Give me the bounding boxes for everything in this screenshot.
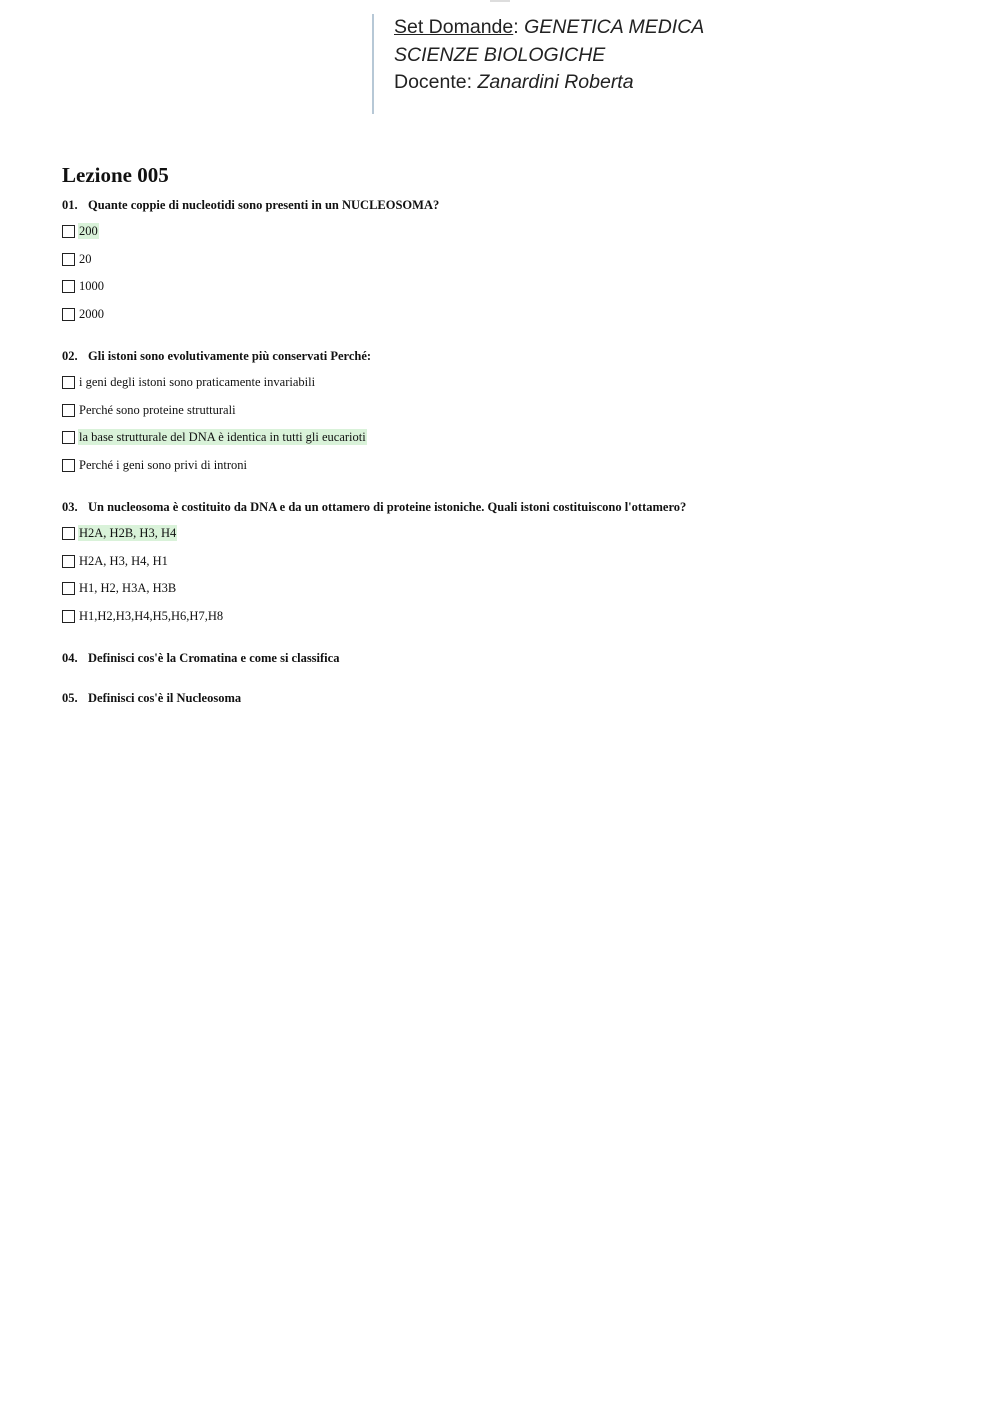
set-label: Set Domande — [394, 16, 514, 38]
checkbox[interactable] — [62, 555, 75, 568]
option-text: H2A, H2B, H3, H4 — [79, 526, 177, 540]
option-text: H1,H2,H3,H4,H5,H6,H7,H8 — [79, 609, 224, 623]
option-text: H1, H2, H3A, H3B — [79, 581, 177, 595]
option-02-a[interactable] — [62, 374, 316, 390]
checkbox[interactable] — [62, 308, 75, 321]
header-teacher-line — [394, 69, 704, 97]
checkbox[interactable] — [62, 431, 75, 444]
checkbox[interactable] — [62, 527, 75, 540]
checkbox[interactable] — [62, 376, 75, 389]
option-01-b[interactable] — [62, 251, 93, 267]
question-number: 01. — [62, 198, 78, 212]
checkbox[interactable] — [62, 610, 75, 623]
question-text: Un nucleosoma è costituito da DNA e da un ottamero di proteine istoniche. Quali istoni costituiscono l'ottamero? — [88, 500, 687, 514]
question-01 — [62, 197, 439, 213]
option-text: la base strutturale del DNA è identica in tutti gli eucarioti — [79, 430, 366, 444]
lesson-title: Lezione 005 — [62, 163, 169, 187]
checkbox[interactable] — [62, 280, 75, 293]
checkbox[interactable] — [62, 459, 75, 472]
question-05 — [62, 690, 241, 706]
question-number: 02. — [62, 349, 78, 363]
question-02 — [62, 348, 371, 364]
course-name: GENETICA MEDICA — [524, 16, 705, 38]
option-01-d[interactable] — [62, 306, 105, 322]
checkbox[interactable] — [62, 225, 75, 238]
option-03-b[interactable] — [62, 553, 169, 569]
option-03-d[interactable] — [62, 608, 224, 624]
question-number: 05. — [62, 691, 78, 705]
option-text: 1000 — [79, 279, 104, 293]
option-02-c[interactable] — [62, 429, 367, 445]
top-page-mark — [490, 0, 510, 2]
faculty-name: SCIENZE BIOLOGICHE — [394, 43, 606, 66]
option-02-d[interactable] — [62, 457, 248, 473]
option-text: H2A, H3, H4, H1 — [79, 554, 168, 568]
question-text: Quante coppie di nucleotidi sono presenti in un NUCLEOSOMA? — [88, 198, 440, 212]
header-set-line — [394, 14, 704, 42]
teacher-label: Docente: — [394, 71, 473, 93]
option-text: 200 — [79, 224, 98, 238]
question-text: Definisci cos'è la Cromatina e come si classifica — [88, 651, 340, 665]
checkbox[interactable] — [62, 582, 75, 595]
option-text: Perché i geni sono privi di introni — [79, 458, 248, 472]
question-04 — [62, 650, 339, 666]
option-01-c[interactable] — [62, 278, 105, 294]
question-number: 03. — [62, 500, 78, 514]
question-text: Gli istoni sono evolutivamente più conservati Perché: — [88, 349, 372, 363]
option-text: 2000 — [79, 307, 104, 321]
option-03-c[interactable] — [62, 580, 177, 596]
question-03 — [62, 499, 686, 515]
document-header — [372, 14, 704, 114]
option-02-b[interactable] — [62, 402, 237, 418]
question-number: 04. — [62, 651, 78, 665]
option-text: i geni degli istoni sono praticamente invariabili — [79, 375, 316, 389]
option-text: Perché sono proteine strutturali — [79, 403, 236, 417]
option-03-a[interactable] — [62, 525, 177, 541]
checkbox[interactable] — [62, 404, 75, 417]
question-text: Definisci cos'è il Nucleosoma — [88, 691, 242, 705]
teacher-name: Zanardini Roberta — [477, 71, 634, 93]
set-separator: : — [513, 16, 519, 38]
checkbox[interactable] — [62, 253, 75, 266]
option-01-a[interactable] — [62, 223, 99, 239]
option-text: 20 — [79, 252, 92, 266]
